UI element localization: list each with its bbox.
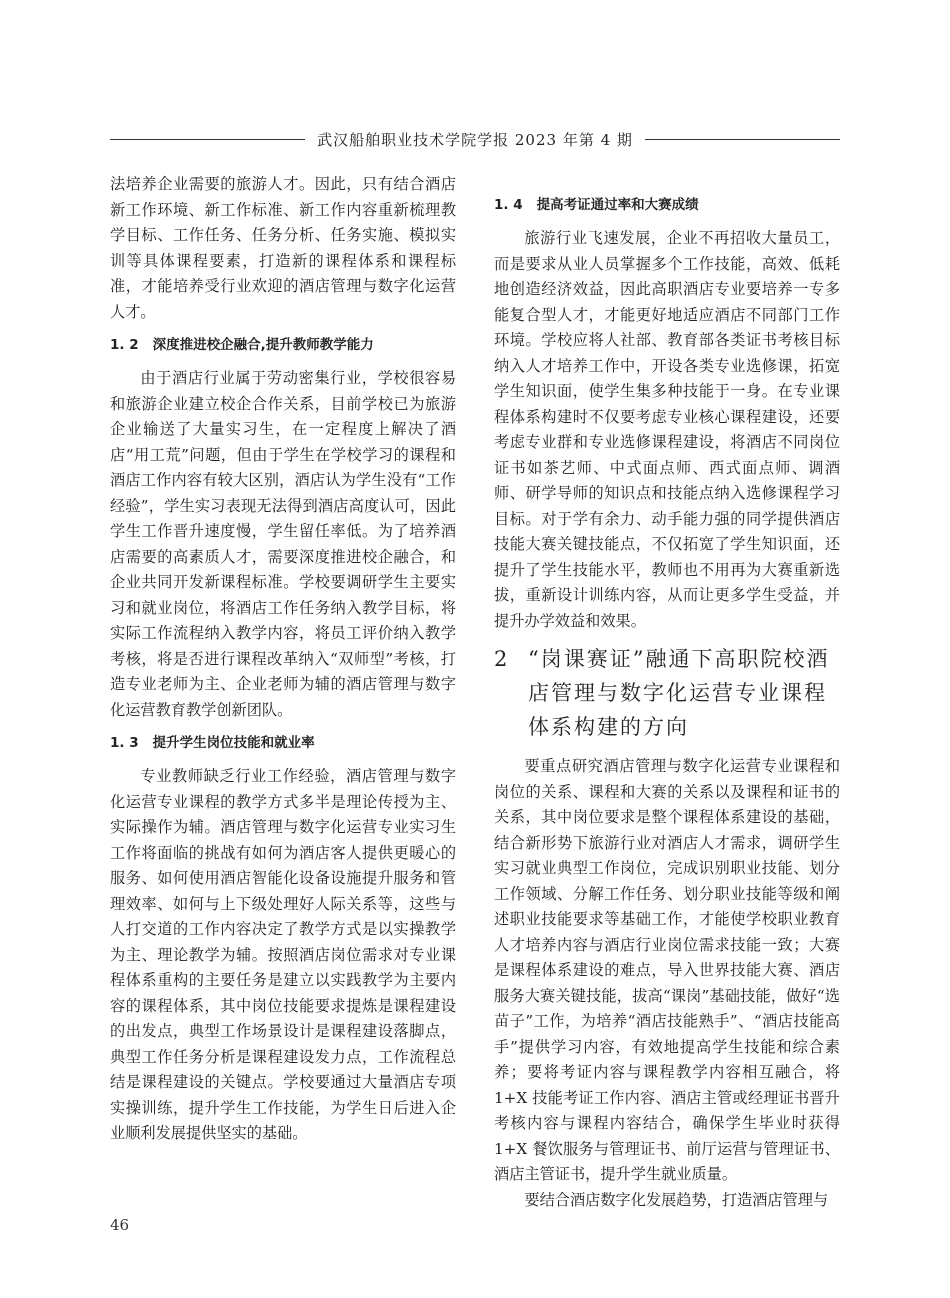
- section-title: 提升学生岗位技能和就业率: [152, 735, 315, 751]
- right-column: [494, 193, 840, 1213]
- journal-title: 武汉船舶职业技术学院学报 2023 年第 4 期: [317, 130, 633, 149]
- section-1-2-paragraph: 由于酒店行业属于劳动密集行业，学校很容易和旅游企业建立校企合作关系，目前学校已为旅游企业输送了大量实习生，在一定程度上解决了酒店“用工荒”问题，但由于学生在学校学习的课程和酒店工作内容有较大区别，酒店认为学生没有“工作经验”，学生实习表现无法得到酒店高度认可，因此学生工作晋升速度慢，学生留任率低。为了培养酒店需要的高素质人才，需要深度推进校企融合，和企业共同开发新课程标准。学校要调研学生主要实习和就业岗位，将酒店工作任务纳入教学目标，将实际工作流程纳入教学内容，将员工评价纳入教学考核，将是否进行课程改革纳入“双师型”考核，打造专业老师为主、企业老师为辅的酒店管理与数字化运营教育教学创新团队。: [110, 369, 456, 719]
- section-1-4-paragraph: 旅游行业飞速发展，企业不再招收大量员工，而是要求从业人员掌握多个工作技能，高效、低耗地创造经济效益，因此高职酒店专业要培养一专多能复合型人才，才能更好地适应酒店不同部门工作环境。学校应将人社部、教育部各类证书考核目标纳入人才培养工作中，开设各类专业选修课，拓宽学生知识面，使学生集多种技能于一身。在专业课程体系构建时不仅要考虑专业核心课程建设，还要考虑专业群和专业选修课程建设，将酒店不同岗位证书如茶艺师、中式面点师、西式面点师、调酒师、研学导师的知识点和技能点纳入选修课程学习目标。对于学有余力、动手能力强的同学提供酒店技能大赛关键技能点，不仅拓宽了学生知识面，还提升了学生技能水平，教师也不用再为大赛重新选拔，重新设计训练内容，从而让更多学生受益，并提升办学效益和效果。: [494, 229, 840, 630]
- section-title: “岗课赛证”融通下高职院校酒店管理与数字化运营专业课程体系构建的方向: [528, 647, 830, 739]
- section-title: 深度推进校企融合,提升教师教学能力: [152, 337, 374, 353]
- section-1-4-heading: [494, 193, 840, 218]
- section-number: 1. 3: [110, 735, 139, 751]
- header-rule-right: [645, 139, 840, 140]
- section-title: 提高考证通过率和大赛成绩: [536, 197, 699, 213]
- section-number: 1. 4: [494, 197, 523, 213]
- page-number: 46: [110, 1216, 130, 1234]
- section-number: 1. 2: [110, 337, 139, 353]
- section-1-2-heading: [110, 333, 456, 358]
- section-1-3-paragraph: 专业教师缺乏行业工作经验，酒店管理与数字化运营专业课程的教学方式多半是理论传授为主、实际操作为辅。酒店管理与数字化运营专业实习生工作将面临的挑战有如何为酒店客人提供更暖心的服务、如何使用酒店智能化设备设施提升服务和管理效率、如何与上下级处理好人际关系等，这些与人打交道的工作内容决定了教学方式是以实操教学为主、理论教学为辅。按照酒店岗位需求对专业课程体系重构的主要任务是建立以实践教学为主要内容的课程体系，其中岗位技能要求提炼是课程建设的出发点，典型工作场景设计是课程建设落脚点，典型工作任务分析是课程建设发力点，工作流程总结是课程建设的关键点。学校要通过大量酒店专项实操训练，提升学生工作技能，为学生日后进入企业顺利发展提供坚实的基础。: [110, 767, 456, 1142]
- running-header: [110, 128, 840, 150]
- intro-paragraph: 法培养企业需要的旅游人才。因此，只有结合酒店新工作环境、新工作标准、新工作内容重新梳理教学目标、工作任务、任务分析、任务实施、模拟实训等具体课程要素，打造新的课程体系和课程标准，才能培养受行业欢迎的酒店管理与数字化运营人才。: [110, 175, 456, 321]
- left-column: [110, 172, 456, 1147]
- header-rule-left: [110, 139, 305, 140]
- section-number: 2: [494, 647, 510, 671]
- section-2-paragraph-2: 要结合酒店数字化发展趋势，打造酒店管理与: [524, 1190, 829, 1209]
- section-2-heading: [494, 642, 840, 744]
- section-2-paragraph-1: 要重点研究酒店管理与数字化运营专业课程和岗位的关系、课程和大赛的关系以及课程和证书的关系，其中岗位要求是整个课程体系建设的基础，结合新形势下旅游行业对酒店人才需求，调研学生实习就业典型工作岗位，完成识别职业技能、划分工作领域、分解工作任务、划分职业技能等级和阐述职业技能要求等基础工作，才能使学校职业教育人才培养内容与酒店行业岗位需求技能一致；大赛是课程体系建设的难点，导入世界技能大赛、酒店服务大赛关键技能，拔高“课岗”基础技能，做好“选苗子”工作，为培养“酒店技能熟手”、“酒店技能高手”提供学习内容，有效地提高学生技能和综合素养；要将考证内容与课程教学内容相互融合，将 1+X 技能考证工作内容、酒店主管或经理证书晋升考核内容与课程内容结合，确保学生毕业时获得 1+X 餐饮服务与管理证书、前厅运营与管理证书、酒店主管证书，提升学生就业质量。: [494, 757, 840, 1183]
- section-1-3-heading: [110, 731, 456, 756]
